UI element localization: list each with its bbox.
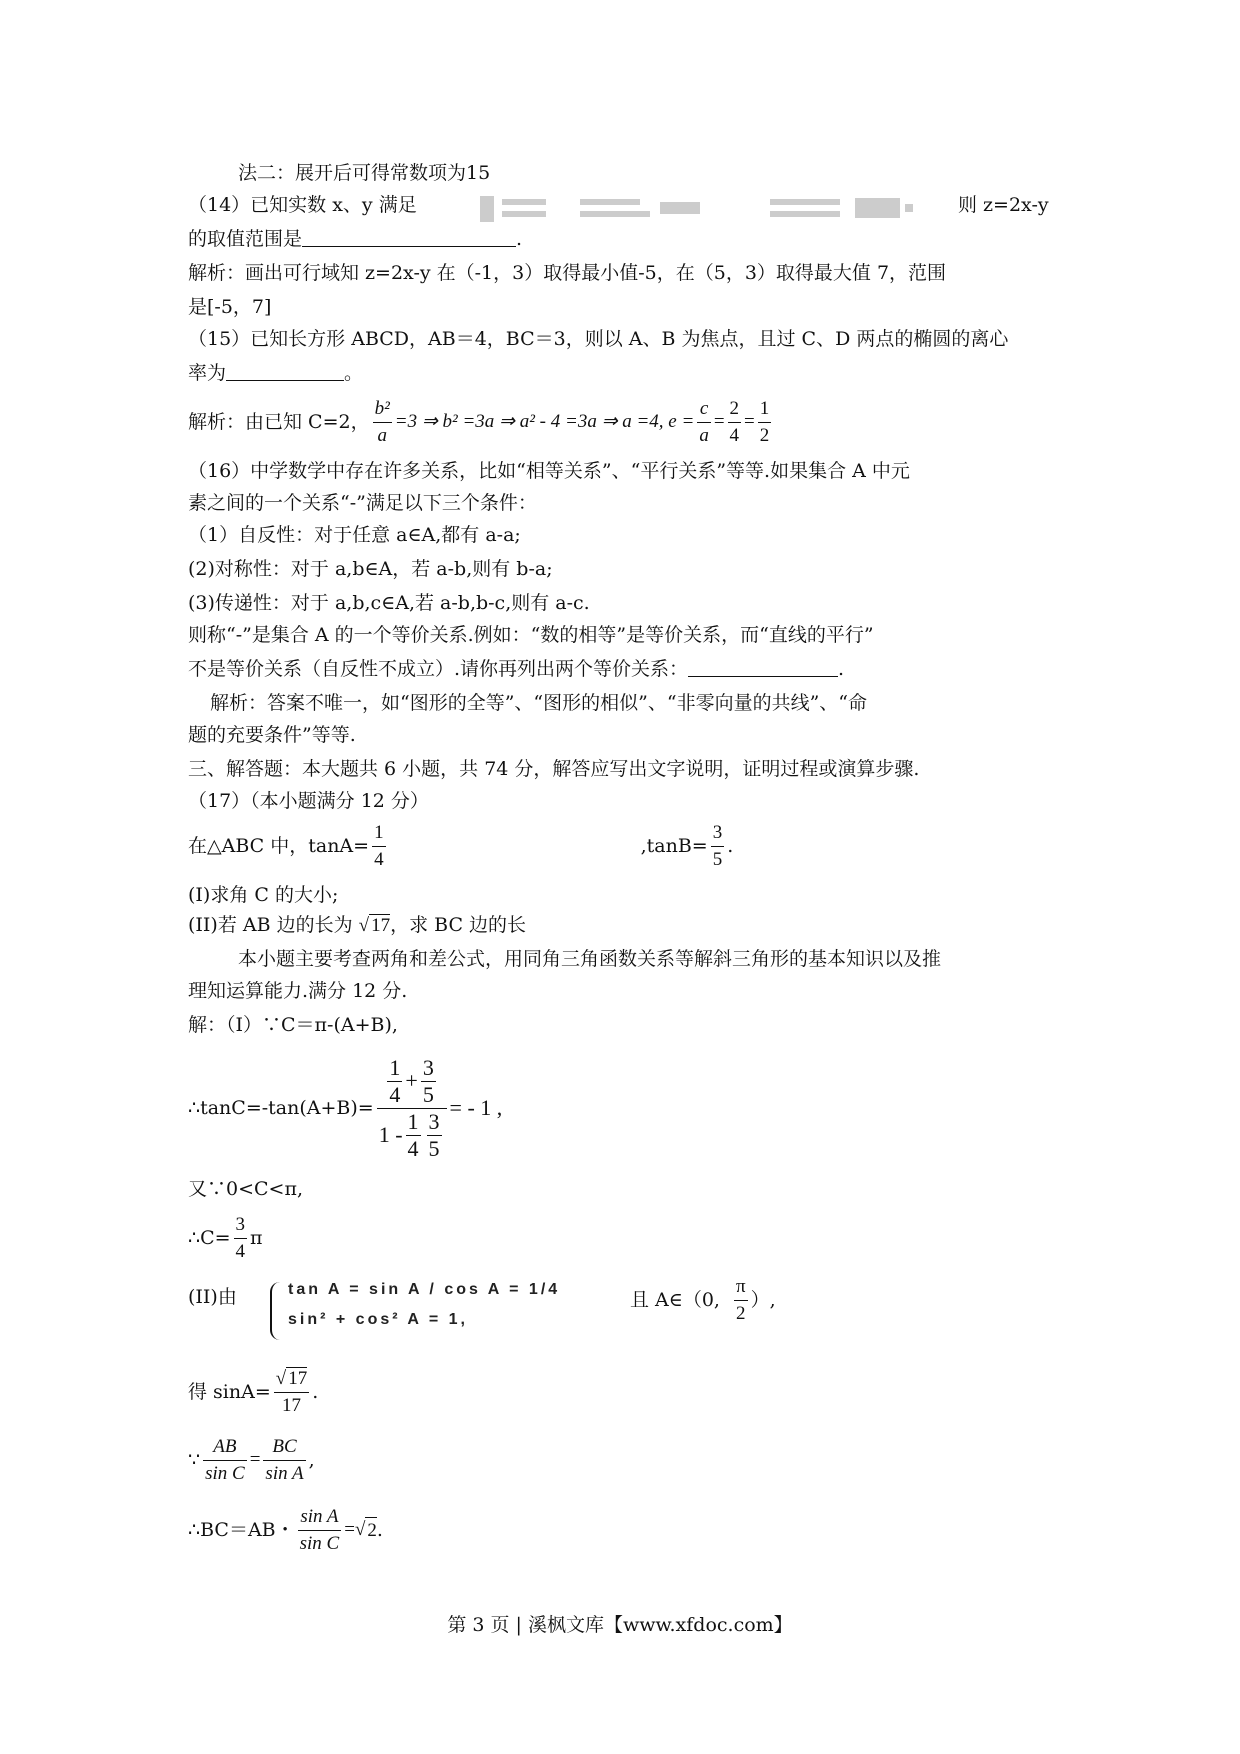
solution-tanC [188, 1048, 502, 1168]
method-two-line: 法二：展开后可得常数项为15 [238, 162, 491, 184]
solution-C-value [188, 1208, 263, 1268]
BC-prefix: ∴BC＝AB・ [188, 1519, 295, 1541]
question-16-cond3: (3)传递性：对于 a,b,c∈A,若 a-b,b-c,则有 a-c. [188, 592, 590, 614]
question-15-line1: （15）已知长方形 ABCD，AB＝4，BC＝3，则以 A、B 为焦点，且过 C、D 两点的椭圆的离心 [188, 328, 1009, 350]
analysis-16-line1: 解析：答案不唯一，如“图形的全等”、“图形的相似”、“非零向量的共线”、“命 [210, 692, 867, 714]
BC-end: . [376, 1519, 383, 1541]
question-17-intro1: 本小题主要考查两角和差公式，用同角三角函数关系等解斜三角形的基本知识以及推 [238, 948, 942, 970]
tanC-complex-fraction [377, 1055, 447, 1162]
tanC-result: = - 1 , [449, 1095, 503, 1120]
law-n1: AB [203, 1434, 247, 1461]
a15-f1-num: b² [373, 396, 392, 423]
sinA-frac [274, 1366, 309, 1419]
a15-f3-den: 4 [729, 424, 740, 446]
law-eq: = [249, 1449, 261, 1470]
q17-given-dot: . [727, 835, 734, 857]
law-frac2 [263, 1434, 305, 1487]
a15-frac-c-over-a [697, 396, 711, 449]
sinA-prefix: 得 sinA= [188, 1381, 271, 1403]
solution-sine-law [188, 1430, 315, 1490]
q16-line7-text: 不是等价关系（自反性不成立）.请你再列出两个等价关系： [188, 658, 689, 680]
a15-f2-num: c [697, 396, 711, 423]
analysis-14-line2: 是[-5，7] [188, 296, 272, 318]
q14-line2-text: 的取值范围是 [188, 228, 303, 250]
C-num: 3 [234, 1212, 248, 1239]
q17-tanB-frac [711, 820, 725, 873]
tanC-d4: 5 [428, 1135, 440, 1161]
C-prefix: ∴C= [188, 1227, 231, 1249]
section-3-heading: 三、解答题：本大题共 6 小题，共 74 分，解答应写出文字说明，证明过程或演算步骤. [188, 758, 920, 780]
a15-frac-1-over-2 [758, 396, 772, 449]
q14-suffix: 则 z=2x-y [958, 194, 1049, 216]
analysis-14-line1: 解析：画出可行域知 z=2x-y 在（-1，3）取得最小值-5，在（5，3）取得最大值 7，范围 [188, 262, 947, 284]
tanC-d3: 4 [407, 1135, 419, 1161]
tanC-n-frac2 [421, 1055, 436, 1108]
range-frac [734, 1274, 748, 1327]
tanC-one-minus: 1 - [378, 1122, 403, 1147]
question-16-line6: 则称“-”是集合 A 的一个等价关系.例如：“数的相等”是等价关系，而“直线的平行” [188, 624, 874, 646]
solution-part2-prefix: (II)由 [188, 1286, 237, 1308]
tanC-n4: 3 [428, 1108, 440, 1134]
C-den: 4 [235, 1240, 246, 1262]
a15-eq2: = [744, 411, 755, 432]
a15-frac-b2-over-a [373, 396, 392, 449]
question-16-line2: 素之间的一个关系“-”满足以下三个条件： [188, 492, 537, 514]
because-symbol: ∵ [188, 1449, 201, 1471]
q15-end: 。 [344, 362, 364, 384]
tanC-n-frac1 [387, 1055, 402, 1108]
tanC-d-frac1 [406, 1109, 421, 1162]
tanC-n2: 3 [422, 1054, 434, 1080]
a15-eq1: = [713, 411, 725, 432]
law-frac1 [203, 1434, 247, 1487]
range-prefix: 且 A∈（0, [630, 1289, 720, 1311]
question-14-line2: 的取值范围是 . [188, 228, 523, 250]
tanC-prefix: ∴tanC=-tan(A+B)= [188, 1097, 374, 1119]
solution-BC [188, 1500, 383, 1560]
q17-tanA-frac [372, 820, 386, 873]
q17-tanB-num: 3 [711, 820, 725, 847]
question-17-part1: (I)求角 C 的大小; [188, 884, 339, 906]
tanC-d2: 5 [422, 1081, 434, 1107]
solution-step1: 解：（I）∵C＝π-(A+B), [188, 1014, 398, 1036]
system-row2: sin² + cos² A = 1, [288, 1311, 468, 1328]
question-17-given [188, 818, 733, 874]
system-brace [270, 1282, 286, 1340]
BC-sqrt-sign: √ [354, 1519, 366, 1540]
C-pi: π [250, 1227, 263, 1249]
analysis-16-line2: 题的充要条件”等等. [188, 724, 356, 746]
tanC-d1: 4 [389, 1081, 401, 1107]
BC-num: sin A [298, 1504, 342, 1531]
solution-part2-range [630, 1270, 776, 1330]
law-d1: sin C [205, 1462, 245, 1484]
question-17-intro2: 理知运算能力.满分 12 分. [188, 980, 408, 1002]
tanC-numerator [377, 1055, 447, 1109]
question-16-cond2: (2)对称性：对于 a,b∈A，若 a-b,则有 b-a; [188, 558, 553, 580]
sinA-den: 17 [281, 1394, 301, 1416]
question-17-part2 [188, 912, 526, 939]
BC-frac [298, 1504, 342, 1557]
a15-f4-num: 1 [758, 396, 772, 423]
a15-f2-den: a [699, 424, 709, 446]
tanC-denominator [377, 1109, 447, 1162]
C-frac [234, 1212, 248, 1265]
a15-f3-num: 2 [728, 396, 742, 423]
BC-eq: = [344, 1519, 355, 1540]
q15-line2-text: 率为 [188, 362, 227, 384]
q17-ii-prefix: (II)若 AB 边的长为 [188, 914, 353, 936]
range-pi: π [735, 1275, 746, 1297]
q14-prefix: （14）已知实数 x、y 满足 [188, 194, 417, 216]
q17-tanA-den: 4 [374, 848, 384, 870]
q17-ii-suffix: ，求 BC 边的长 [390, 914, 527, 936]
law-n2: BC [263, 1434, 305, 1461]
solution-range: 又∵0<C<π, [188, 1178, 303, 1200]
sinA-num [274, 1366, 309, 1393]
q17-tanB-den: 5 [712, 848, 723, 870]
tanC-plus: + [405, 1068, 418, 1093]
sinA-sqrt-value: 17 [288, 1367, 308, 1389]
q17-tanA-num: 1 [372, 820, 386, 847]
tanC-d-frac2 [427, 1109, 442, 1162]
question-14-line1 [188, 192, 417, 218]
BC-sqrt-value: 2 [365, 1517, 377, 1544]
answer-blank-14[interactable] [302, 228, 516, 247]
question-16-cond1: （1）自反性：对于任意 a∈A,都有 a-a; [188, 524, 521, 546]
law-end: , [308, 1449, 315, 1471]
q17-given-prefix: 在△ABC 中，tanA= [188, 835, 370, 857]
question-16-line1: （16）中学数学中存在许多关系，比如“相等关系”、“平行关系”等等.如果集合 A 中元 [188, 460, 910, 482]
tanC-n3: 1 [407, 1108, 419, 1134]
a15-f1-den: a [377, 424, 387, 446]
sinA-dot: . [312, 1381, 319, 1403]
sqrt-sign: √ [358, 915, 370, 936]
a15-prefix: 解析：由已知 C=2， [188, 411, 370, 433]
solution-sinA [188, 1362, 318, 1422]
law-d2: sin A [265, 1462, 304, 1484]
a15-f4-den: 2 [759, 424, 770, 446]
a15-frac-2-over-4 [728, 396, 742, 449]
page-footer: 第 3 页 | 溪枫文库【www.xfdoc.com】 [447, 1614, 793, 1636]
blurred-constraints-image [480, 196, 940, 222]
tanC-n1: 1 [389, 1054, 401, 1080]
question-16-line7: 不是等价关系（自反性不成立）.请你再列出两个等价关系： . [188, 658, 845, 680]
question-15-line2 [188, 360, 363, 386]
a15-chain: =3 ⇒ b² =3a ⇒ a² - 4 =3a ⇒ a =4, e = [394, 411, 695, 432]
answer-blank-15[interactable] [226, 362, 344, 381]
analysis-15 [188, 394, 774, 450]
q17-ii-sqrt-value: 17 [371, 915, 391, 936]
BC-den: sin C [299, 1532, 340, 1554]
sinA-sqrt-sign: √ [275, 1367, 287, 1389]
q17-tanB-label: ,tanB= [640, 835, 708, 857]
range-two: 2 [734, 1300, 748, 1327]
range-end: ）, [750, 1289, 776, 1311]
system-row1: tan A = sin A / cos A = 1/4 [288, 1281, 561, 1298]
answer-blank-16[interactable] [688, 658, 838, 677]
question-17-title: （17）（本小题满分 12 分） [188, 790, 429, 812]
